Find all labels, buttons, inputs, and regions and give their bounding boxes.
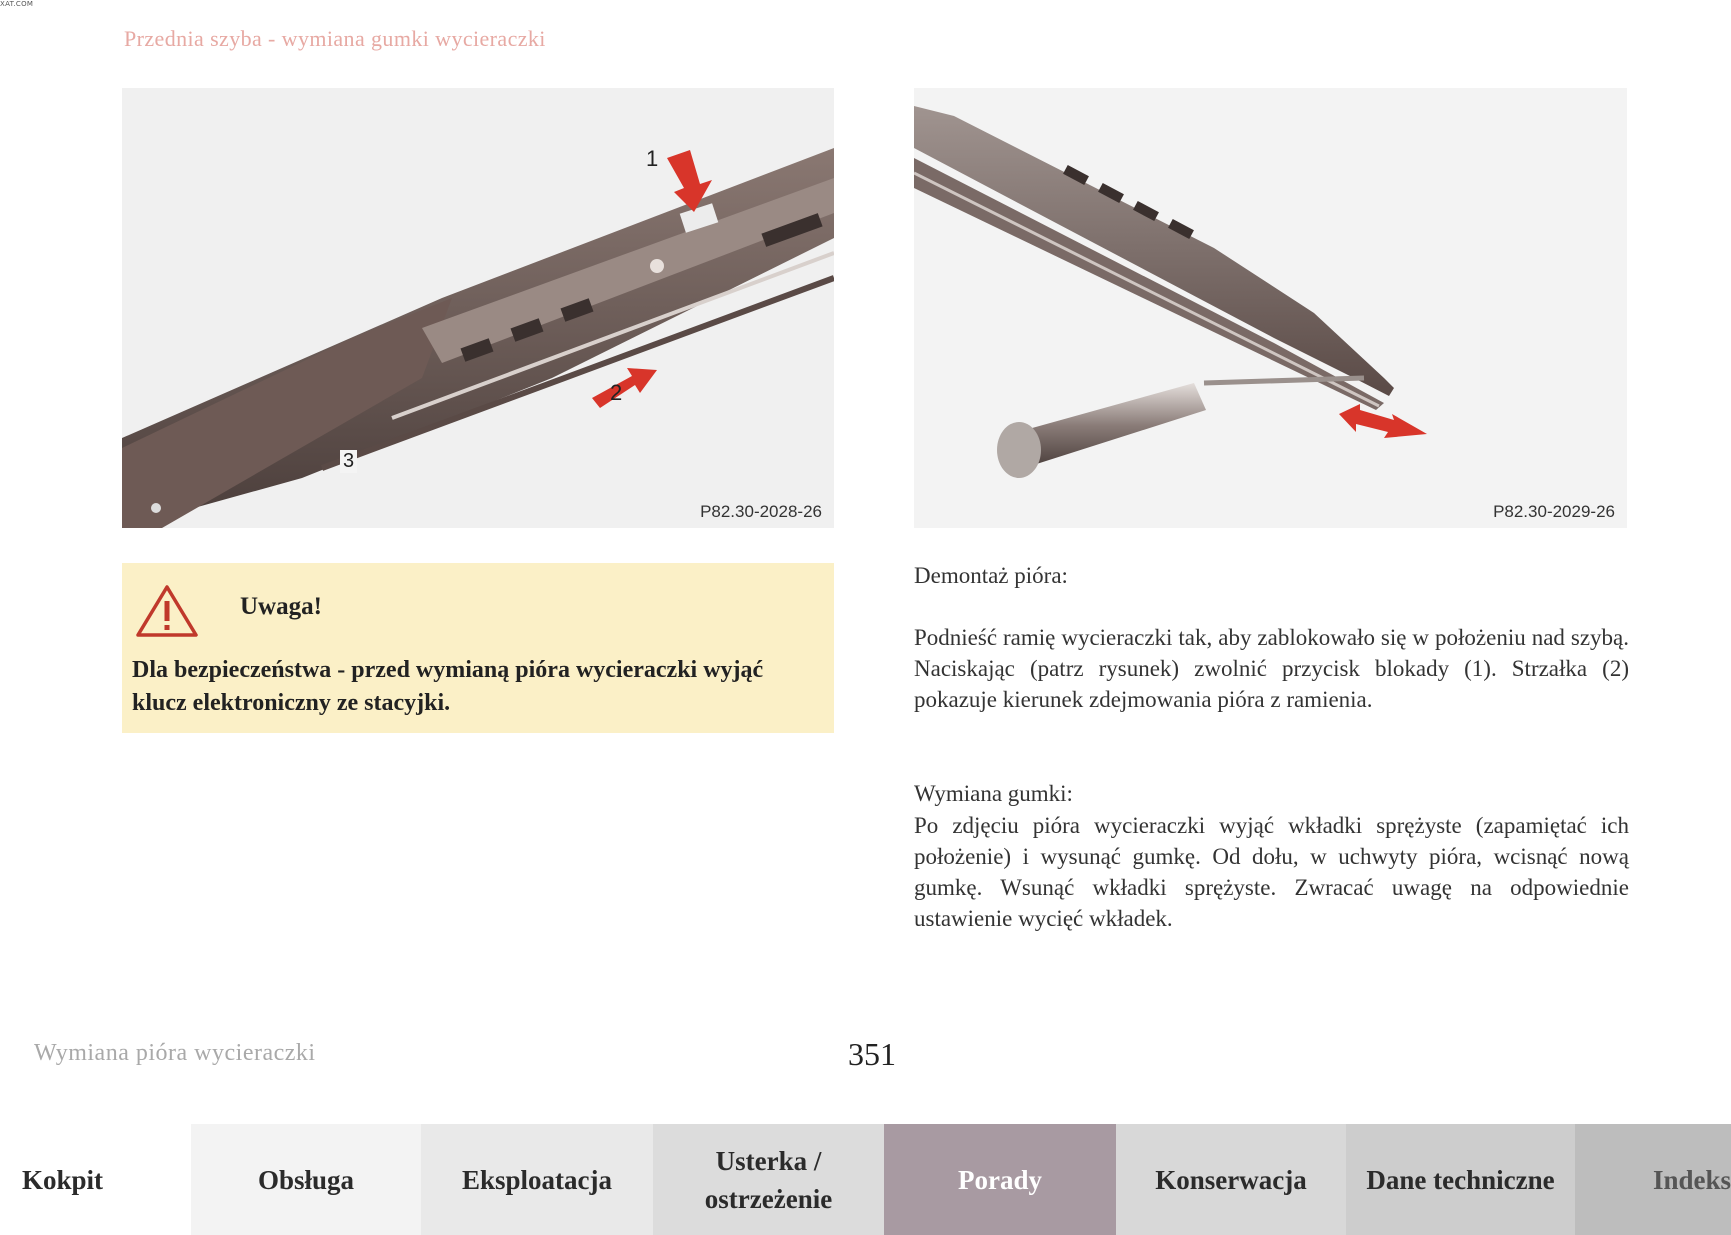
warning-triangle-icon	[134, 583, 200, 639]
wiper-blade-lock-illustration	[122, 88, 834, 528]
blade-removal-illustration	[914, 88, 1627, 528]
tab-indeks[interactable]: Indeks	[1575, 1124, 1731, 1235]
callout-3: 3	[340, 450, 357, 473]
running-head: Przednia szyba - wymiana gumki wycieraczki	[124, 26, 546, 51]
tab-eksploatacja[interactable]: Eksploatacja	[421, 1124, 653, 1235]
tab-usterka-ostrzezenie[interactable]: Usterka / ostrzeżenie	[653, 1124, 884, 1235]
figure-code: P82.30-2028-26	[700, 502, 822, 521]
watermark: XAT.COM	[0, 0, 34, 8]
warning-text: Dla bezpieczeństwa - przed wymianą pióra wycieraczki wyjąć klucz elektroniczny ze stacyjki.	[132, 657, 764, 716]
section-name: Wymiana pióra wycieraczki	[34, 1040, 316, 1066]
chapter-tabs	[0, 1124, 1731, 1235]
figure-wiper-blade-lock	[122, 88, 834, 528]
figure-blade-removal	[914, 88, 1627, 528]
tab-kokpit[interactable]: Kokpit	[0, 1124, 191, 1235]
replacement-text: Po zdjęciu pióra wycieraczki wyjąć wkładki sprężyste (zapamiętać ich położenie) i wysunąć gumkę. Od dołu, w uchwyty pióra, wcisnąć nową gumkę. Wsunąć wkładki sprężyste. Zwracać uwagę na odpowiednie ustawienie wycięć wkładek.	[914, 813, 1629, 931]
callout-2: 2	[610, 380, 623, 405]
tab-obsluga[interactable]: Obsługa	[191, 1124, 421, 1235]
removal-heading: Demontaż pióra:	[914, 563, 1068, 588]
tab-dane-techniczne[interactable]: Dane techniczne	[1346, 1124, 1575, 1235]
figure-code: P82.30-2029-26	[1493, 502, 1615, 521]
warning-box	[122, 563, 834, 733]
tab-konserwacja[interactable]: Konserwacja	[1116, 1124, 1346, 1235]
tab-porady[interactable]: Porady	[884, 1124, 1116, 1235]
callout-1: 1	[646, 146, 659, 171]
page-number: 351	[848, 1036, 896, 1072]
replacement-heading: Wymiana gumki:	[914, 781, 1073, 806]
warning-title: Uwaga!	[240, 593, 322, 620]
removal-text: Podnieść ramię wycieraczki tak, aby zablokowało się w położeniu nad szybą. Naciskając (patrz rysunek) zwolnić przycisk blokady (1). Strzałka (2) pokazuje kierunek zdejmowania pióra z ramienia.	[914, 625, 1629, 712]
